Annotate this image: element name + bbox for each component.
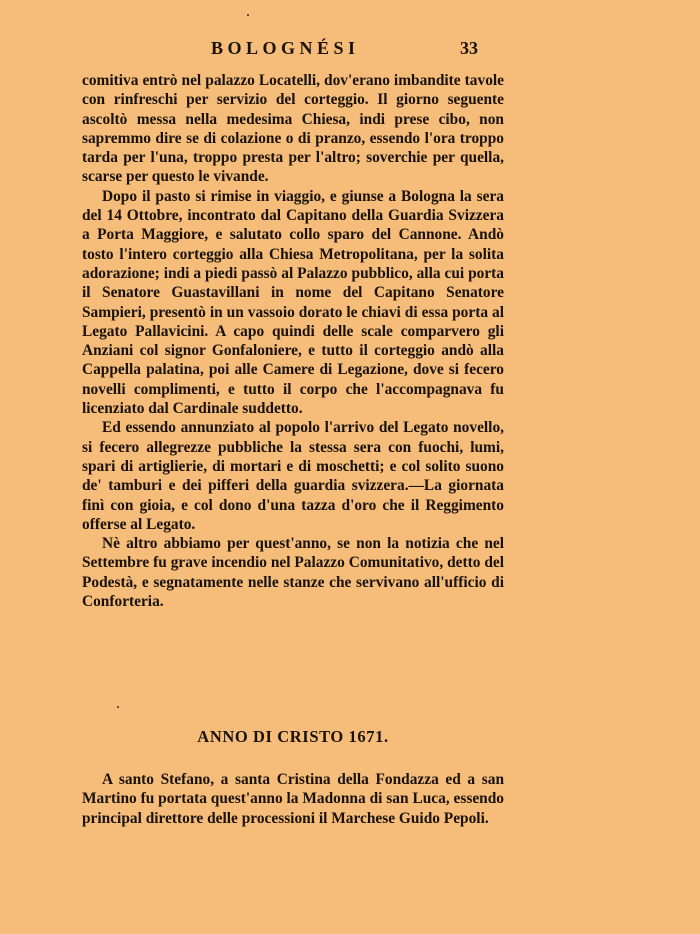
paragraph-3: Ed essendo annunziato al popolo l'arrivo del Legato novello, si fecero allegrezze pubbliche la stessa sera con fuochi, lumi, spari di artiglierie, di mortari e di moschetti; e col solito suono de' tamburi e dei pifferi della guardia svizzera.—La giornata finì con gioia, e col dono d'una tazza d'oro che il Reggimento offerse al Legato. <box>82 419 504 533</box>
paragraph-2: Dopo il pasto si rimise in viaggio, e giunse a Bologna la sera del 14 Ottobre, incontrato dal Capitano della Guardia Svizzera a Porta Maggiore, e salutato collo sparo del Cannone. Andò tosto l'intero corteggio alla Chiesa Metropolitana, per la solita adorazione; indi a piedi passò al Palazzo pubblico, alla cui porta il Senatore Guastavillani in nome del Capitano Senatore Sampieri, presentò in un vassoio dorato le chiavi di essa porta al Legato Pallavicini. A capo quindi delle scale comparvero gli Anziani col signor Gonfaloniere, e tutto il corteggio andò alla Cappella palatina, poi alle Camere di Legazione, dove si fecero novelli complimenti, e tutto il corpo che l'accompagnava fu licenziato dal Cardinale suddetto. <box>82 187 504 418</box>
paragraph-1: comitiva entrò nel palazzo Locatelli, dov'erano imbandite tavole con rinfreschi per servizio del corteggio. Il giorno seguente ascoltò messa nella medesima Chiesa, indi prese cibo, non sapremmo dire se di colazione o di pranzo, essendo l'ora troppo tarda per l'una, troppo presta per l'altro; soverchie per quella, scarse per questo le vivande. <box>82 72 504 186</box>
main-text-block <box>82 71 504 611</box>
print-speck <box>117 706 119 708</box>
paragraph-4: Nè altro abbiamo per quest'anno, se non la notizia che nel Settembre fu grave incendio nel Palazzo Comunitativo, detto del Podestà, e segnatamente nelle stanze che servivano all'ufficio di Conforteria. <box>82 535 504 611</box>
section-heading: ANNO DI CRISTO 1671. <box>197 727 389 746</box>
page-number: 33 <box>460 38 478 58</box>
page-header <box>0 38 700 62</box>
running-title: BOLOGNÉSI <box>211 38 360 58</box>
section-text-block <box>82 770 504 828</box>
print-speck <box>247 14 249 16</box>
section-paragraph-1: A santo Stefano, a santa Cristina della Fondazza ed a san Martino fu portata quest'anno la Madonna di san Luca, essendo principal direttore delle processioni il Marchese Guido Pepoli. <box>82 771 504 827</box>
